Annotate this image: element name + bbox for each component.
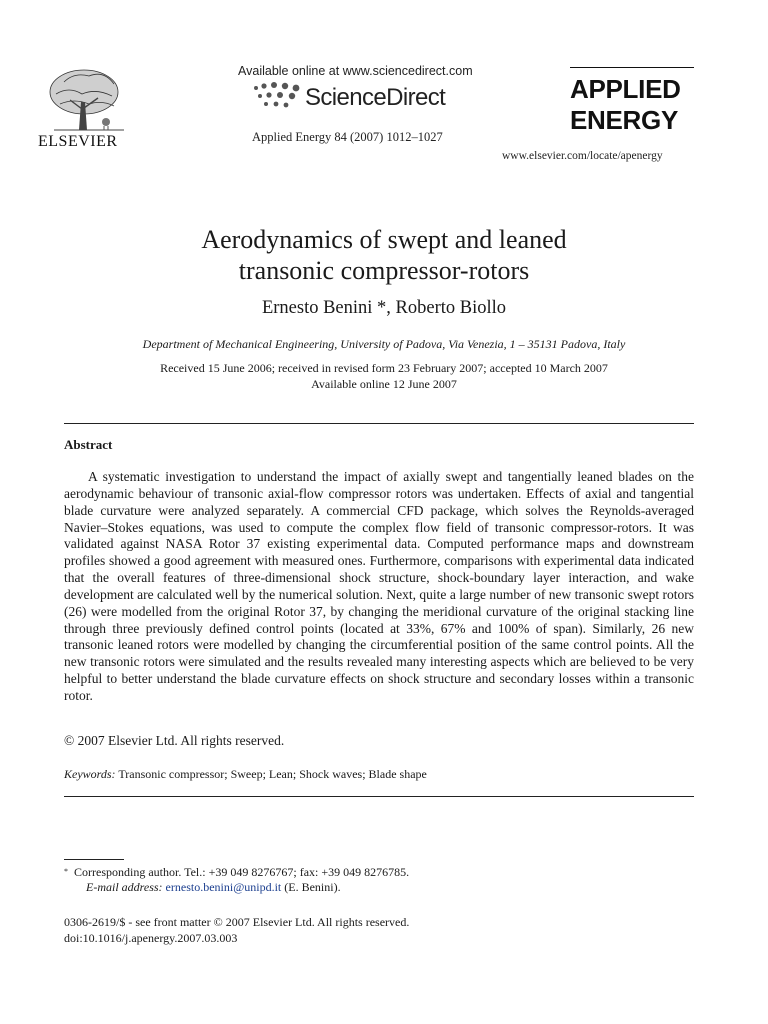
sciencedirect-dots-icon	[252, 80, 306, 110]
publisher-name: ELSEVIER	[38, 133, 118, 150]
journal-reference: Applied Energy 84 (2007) 1012–1027	[252, 130, 443, 144]
journal-name-rule	[570, 67, 694, 68]
article-title	[0, 224, 768, 286]
affiliation: Department of Mechanical Engineering, University of Padova, Via Venezia, 1 – 35131 Padova, Italy	[142, 337, 626, 351]
abstract-copyright: © 2007 Elsevier Ltd. All rights reserved.	[64, 733, 285, 748]
received-dates: Received 15 June 2006; received in revised form 23 February 2007; accepted 10 March 2007	[160, 361, 608, 375]
doi-line[interactable]: doi:10.1016/j.apenergy.2007.03.003	[64, 931, 238, 945]
email-link[interactable]: ernesto.benini@unipd.it	[165, 880, 282, 894]
journal-name-line2: ENERGY	[570, 105, 679, 135]
available-online-text: Available online at www.sciencedirect.com	[238, 64, 473, 78]
abstract-heading: Abstract	[64, 437, 113, 452]
abstract-body: A systematic investigation to understand the impact of axially swept and tangentially leaned blades on the aerodynamic behaviour of transonic axial-flow compressor rotors was undertaken. Effects of axial and tangential blade curvature were analyzed separately. A commercial CFD package, which solves the Reynolds-averaged Navier–Stokes equations, was used to compute the complex flow field of transonic compressor-rotors. It was validated against NASA Rotor 37 existing experimental data. Computed performance maps and downstream profiles showed a good agreement with measured ones. Furthermore, comparisons with experimental data indicated that the overall features of three-dimensional shock structure, shock-boundary layer interaction, and wake development are calculated well by the numerical solution. Next, quite a large number of new transonic swept rotors (26) were modelled from the original Rotor 37, by changing the meridional curvature of the original stacking line through three previously defined control points (located at 33%, 67% and 100% of span). Similarly, 26 new transonic leaned rotors were modelled by changing the circumferential position of the same control points. All the new transonic rotors were simulated and the results revealed many interesting aspects which are believed to be very helpful to better understand the blade curvature effects on shock structure and secondary losses within a transonic rotor.	[64, 469, 694, 703]
abstract-top-rule	[64, 423, 694, 424]
email-label: E-mail address:	[86, 880, 163, 894]
email-suffix: (E. Benini).	[284, 880, 341, 894]
abstract-bottom-rule	[64, 796, 694, 797]
footnote-marker: *	[64, 867, 68, 876]
front-matter	[64, 914, 409, 946]
author-list: Ernesto Benini *, Roberto Biollo	[261, 298, 507, 318]
title-line2: transonic compressor-rotors	[238, 256, 530, 285]
footnote-rule	[64, 859, 124, 860]
title-line1: Aerodynamics of swept and leaned	[201, 225, 567, 254]
issn-line: 0306-2619/$ - see front matter © 2007 Elsevier Ltd. All rights reserved.	[64, 915, 410, 929]
journal-name-line1: APPLIED	[570, 74, 681, 104]
keywords-list: Transonic compressor; Sweep; Lean; Shock waves; Blade shape	[118, 767, 427, 781]
corresponding-text: Corresponding author. Tel.: +39 049 8276767; fax: +39 049 8276785.	[74, 865, 410, 879]
journal-url-link[interactable]: www.elsevier.com/locate/apenergy	[502, 150, 663, 162]
sciencedirect-wordmark: ScienceDirect	[305, 84, 446, 111]
journal-name	[570, 74, 694, 136]
article-history	[0, 360, 768, 392]
footnote-corresponding	[64, 864, 409, 880]
keywords-label: Keywords:	[64, 767, 116, 781]
footnote-email	[86, 880, 341, 895]
available-date: Available online 12 June 2007	[311, 377, 457, 391]
keywords	[64, 767, 427, 782]
